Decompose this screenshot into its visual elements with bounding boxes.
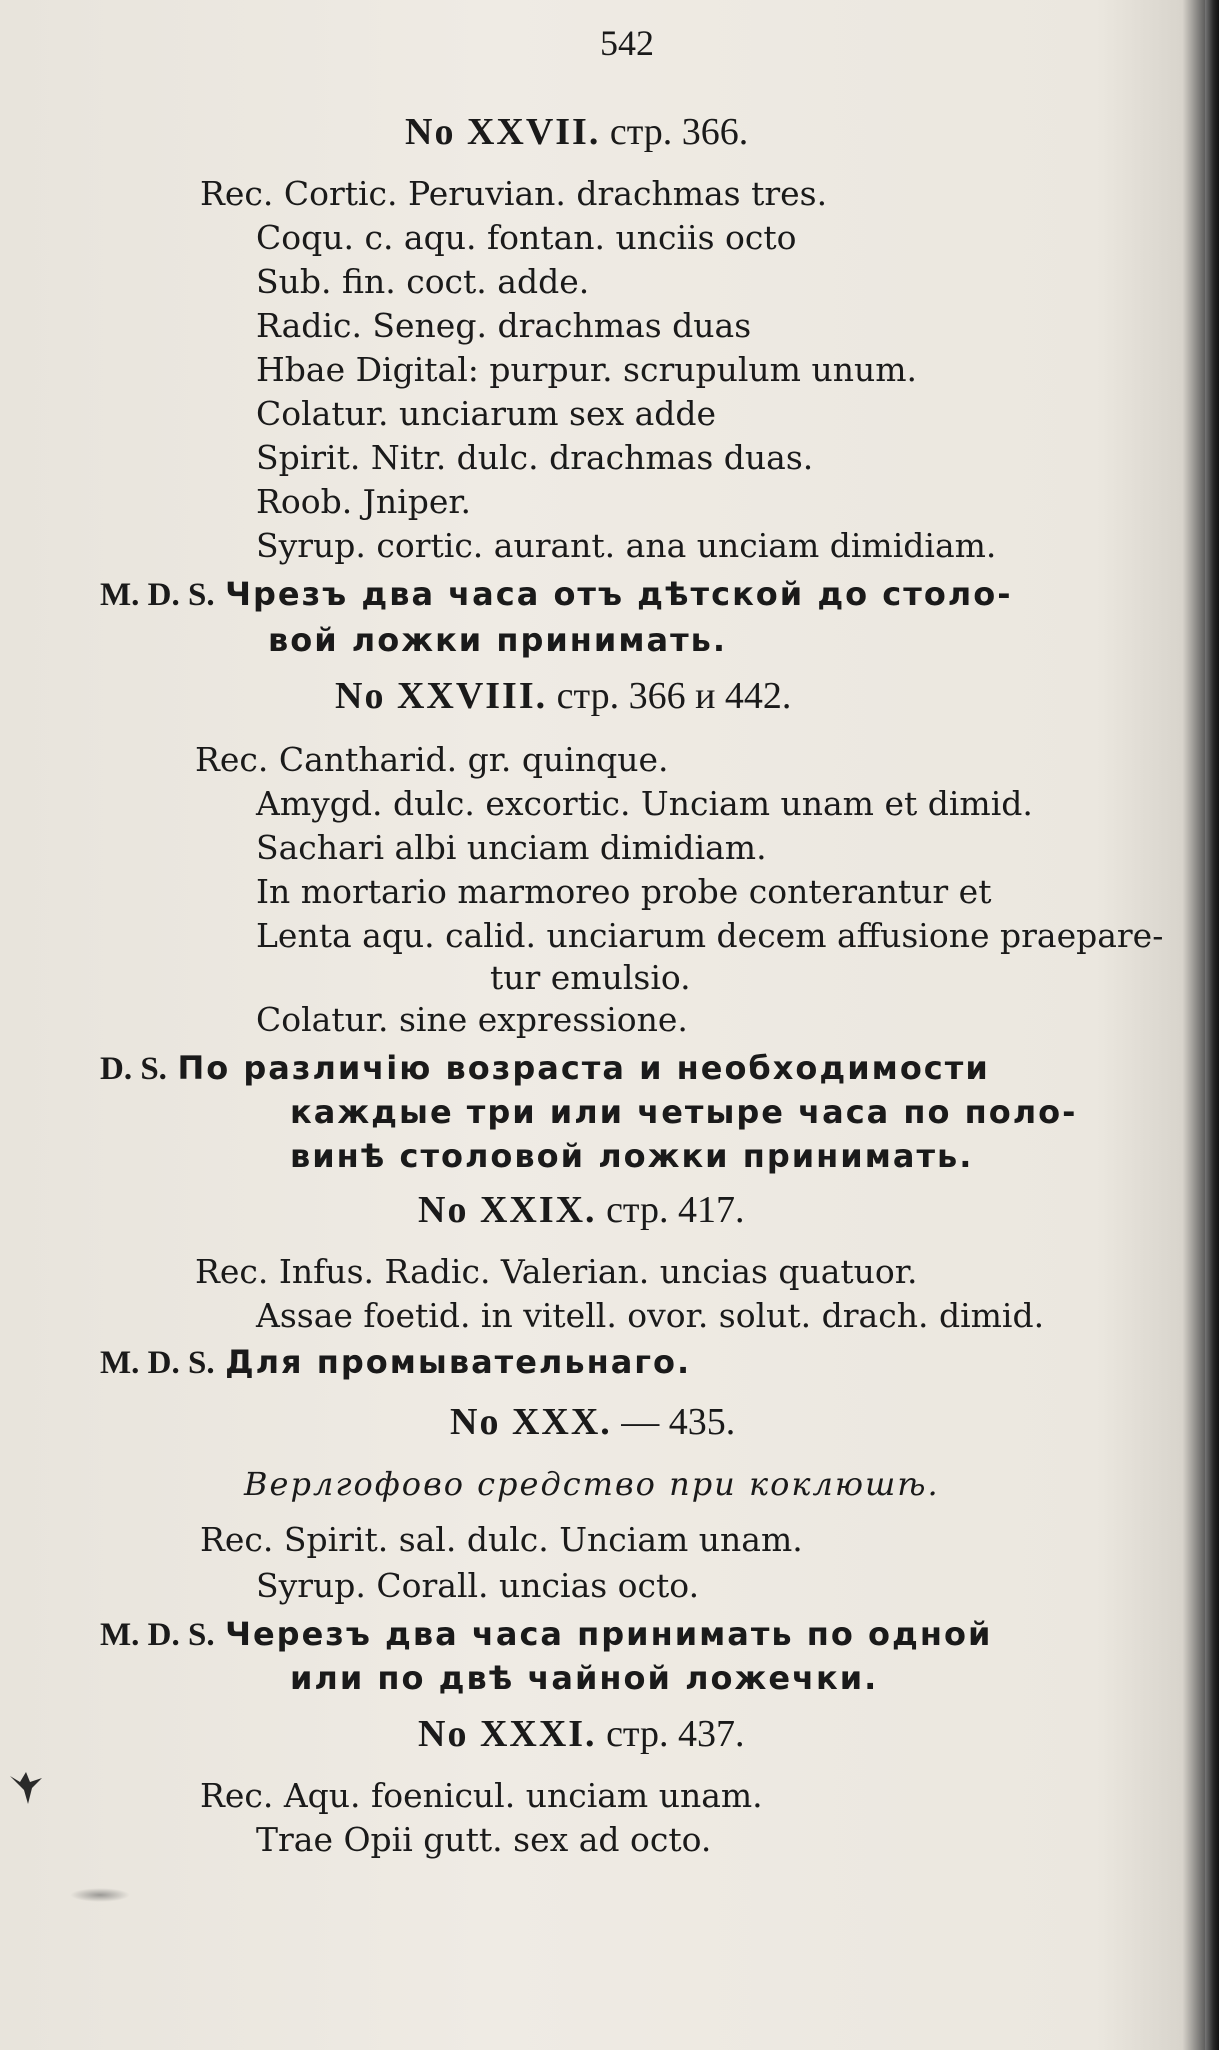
- recipe-line: Assae foetid. in vitell. ovor. solut. drach. dimid.: [256, 1296, 1045, 1335]
- directions-lead: M. D. S.: [100, 1345, 215, 1381]
- section-heading-xxviii: [335, 676, 791, 716]
- directions-line: [100, 1048, 990, 1089]
- recipe-line: Hbae Digital: purpur. scrupulum unum.: [256, 350, 917, 389]
- section-subtitle: Верлгофово средство при коклюшѣ.: [244, 1465, 940, 1503]
- section-page-ref: — 435.: [621, 1401, 736, 1443]
- recipe-line: Radic. Seneg. drachmas duas: [256, 306, 752, 345]
- page-edge-shadow: [1205, 0, 1219, 2050]
- directions-text: Черезъ два часа принимать по одной: [225, 1615, 993, 1653]
- recipe-line: Rec. Cortic. Peruvian. drachmas tres.: [200, 174, 828, 213]
- recipe-line: Rec. Aqu. foenicul. unciam unam.: [200, 1776, 763, 1815]
- section-number: No XXXI.: [418, 1713, 597, 1755]
- ink-mark-icon: [6, 1768, 46, 1808]
- section-page-ref: стр. 417.: [606, 1189, 745, 1231]
- recipe-line: Lenta aqu. calid. unciarum decem affusione praepare-: [256, 916, 1164, 955]
- section-number: No XXIX.: [418, 1189, 597, 1231]
- section-heading-xxix: [418, 1190, 745, 1230]
- recipe-line: Rec. Infus. Radic. Valerian. uncias quatuor.: [195, 1252, 918, 1291]
- recipe-line: tur emulsio.: [490, 958, 691, 997]
- section-number: No XXVII.: [405, 111, 601, 153]
- recipe-line: Sachari albi unciam dimidiam.: [256, 828, 767, 867]
- recipe-line: Coqu. c. aqu. fontan. unciis octo: [256, 218, 797, 257]
- page-number: 542: [600, 23, 654, 63]
- directions-text: или по двѣ чайной ложечки.: [290, 1659, 879, 1697]
- directions-text: Для промывательнаго.: [225, 1343, 692, 1381]
- directions-text: винѣ столовой ложки принимать.: [290, 1137, 974, 1175]
- recipe-line: Roob. Jniper.: [256, 482, 472, 521]
- directions-text: По различію возраста и необходимости: [177, 1049, 990, 1087]
- recipe-line: Colatur. sine expressione.: [256, 1000, 688, 1039]
- directions-lead: M. D. S.: [100, 577, 215, 613]
- section-page-ref: стр. 366.: [609, 111, 749, 153]
- section-page-ref: стр. 366 и 442.: [556, 675, 792, 717]
- section-number: No XXVIII.: [335, 675, 548, 717]
- directions-line: [100, 1342, 691, 1383]
- directions-text: каждые три или четыре часа по поло-: [290, 1093, 1078, 1131]
- recipe-line: Syrup. cortic. aurant. ana unciam dimidiam.: [256, 526, 997, 565]
- directions-lead: M. D. S.: [100, 1617, 215, 1653]
- directions-text: Чрезъ два часа отъ дѣтской до столо-: [225, 575, 1013, 613]
- ink-smudge: [70, 1888, 130, 1902]
- recipe-line: Colatur. unciarum sex adde: [256, 394, 717, 433]
- directions-line: [100, 1614, 992, 1655]
- section-heading-xxx: [450, 1402, 735, 1442]
- recipe-line: Trae Opii gutt. sex ad octo.: [256, 1820, 712, 1859]
- recipe-line: Rec. Spirit. sal. dulc. Unciam unam.: [200, 1520, 803, 1559]
- section-page-ref: стр. 437.: [606, 1713, 745, 1755]
- recipe-line: Sub. fin. coct. adde.: [256, 262, 590, 301]
- directions-text: вой ложки принимать.: [268, 621, 727, 659]
- recipe-line: Syrup. Corall. uncias octo.: [256, 1566, 700, 1605]
- recipe-line: Rec. Cantharid. gr. quinque.: [195, 740, 669, 779]
- section-number: No XXX.: [450, 1401, 612, 1443]
- section-heading-xxxi: [418, 1714, 745, 1754]
- section-heading-xxvii: [405, 112, 748, 152]
- directions-lead: D. S.: [100, 1051, 167, 1087]
- recipe-line: In mortario marmoreo probe conterantur et: [256, 872, 992, 911]
- recipe-line: Amygd. dulc. excortic. Unciam unam et dimid.: [256, 784, 1033, 823]
- recipe-line: Spirit. Nitr. dulc. drachmas duas.: [256, 438, 814, 477]
- directions-line: [100, 574, 1013, 615]
